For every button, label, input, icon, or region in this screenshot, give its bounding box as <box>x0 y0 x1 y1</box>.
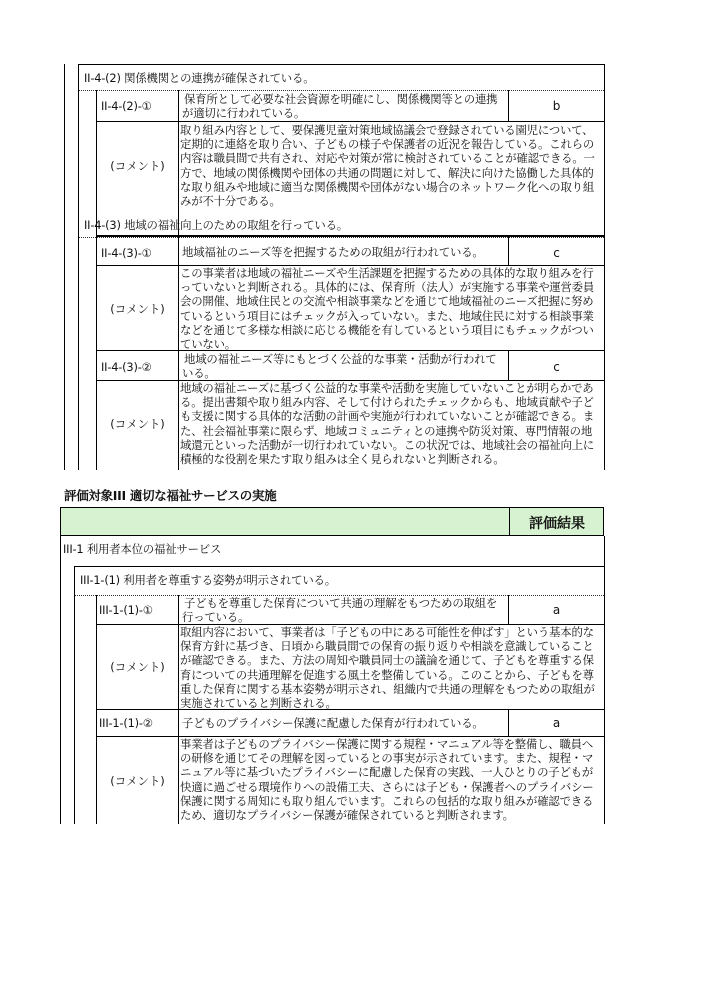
section-heading-iii-1-1: III-1-(1) 利用者を尊重する姿勢が明示されている。 <box>80 573 336 587</box>
result-header-label: 評価結果 <box>529 516 585 532</box>
comment-text: この事業者は地域の福祉ニーズや生活課題を把握するための具体的な取り組みを行っていないと判断される。具体的には、保育所（法人）が実施する事業や運営委員会の開催、地域住民との交流や相談事業などを通じて地域福祉のニーズ把握に努めているという項目にはチェックが入っていない。また、地域住民に対する相談事業などを通じて多様な相談に応じる機能を有しているという項目にもチェックがついていない。 <box>180 266 595 352</box>
evaluation-result: a <box>552 603 561 617</box>
comment-text: 取り組み内容として、要保護児童対策地域協議会で登録されている園児について、定期的に連絡を取り合い、子どもの様子や保護者の近況を報告している。これらの内容は職員間で共有され、対応や対策が常に検討されていることが確認できる。一方で、地域の関係機関や団体の共通の問題に対して、解決に向けた協働した具体的な取り組みや地域に適当な関係機関や団体がない場合のネットワーク化への取り組みが不十分である。 <box>180 123 595 209</box>
category-heading: III-1 利用者本位の福祉サービス <box>63 542 222 556</box>
section-title: 評価対象III 適切な福祉サービスの実施 <box>64 488 277 503</box>
item-text: 子どもを尊重した保育について共通の理解をもつための取組を行っている。 <box>182 596 498 625</box>
item-code: II-4-(3)-② <box>101 360 152 374</box>
item-code: II-4-(3)-① <box>101 246 152 260</box>
item-code: II-4-(2)-① <box>101 99 152 113</box>
item-text: 保育所として必要な社会資源を明確にし、関係機関等との連携が適切に行われている。 <box>182 92 498 121</box>
section-heading-ii-4-2: II-4-(2) 関係機関との連携が確保されている。 <box>84 71 315 85</box>
evaluation-result: c <box>553 360 560 374</box>
comment-label: (コメント) <box>110 159 165 173</box>
comment-text: 取組内容において、事業者は「子どもの中にある可能性を伸ばす」という基本的な保育方針に基づき、日頃から職員間での保育の振り返りや相談を意識していることが確認できる。また、方法の周知や職員同士の議論を通じて、子どもを尊重する保育についての共通理解を促進する風土を整備している。このことから、子どもを尊重した保育に関する基本姿勢が明示され、組織内で共通の理解をもつための取組が実施されていると判断される。 <box>180 625 595 711</box>
section-heading-ii-4-3: II-4-(3) 地域の福祉向上のための取組を行っている。 <box>84 218 348 232</box>
item-code: III-1-(1)-② <box>99 716 153 730</box>
item-text: 地域福祉のニーズ等を把握するための取組が行われている。 <box>182 245 484 259</box>
item-text: 子どものプライバシー保護に配慮した保育が行われている。 <box>182 716 484 730</box>
comment-text: 地域の福祉ニーズに基づく公益的な事業や活動を実施していないことが明らかである。提出書類や取り組み内容、そして付けられたチェックからも、地域貢献や子ども支援に関する具体的な活動の計画や実施が行われていないことが確認できる。また、社会福祉事業に限らず、地域コミュニティとの連携や防災対策、専門情報の地域還元といった活動が一切行われていない。この状況では、地域社会の福祉向上に積極的な役割を果たす取り組みは全く見られないと判断される。 <box>180 381 595 467</box>
item-code: III-1-(1)-① <box>99 603 153 617</box>
comment-label: (コメント) <box>110 302 165 316</box>
evaluation-result: b <box>552 99 561 113</box>
evaluation-result: a <box>552 716 561 730</box>
comment-text: 事業者は子どものプライバシー保護に関する規程・マニュアル等を整備し、職員への研修を通じてその理解を図っているとの事実が示されています。また、規程・マニュアル等に基づいたプライバシーに配慮した保育の実践、一人ひとりの子どもが快適に過ごせる環境作りへの設備工夫、さらには子ども・保護者へのプライバシー保護に関する周知にも取り組んでいます。これらの包括的な取り組みが確認できるため、適切なプライバシー保護が確保されていると判断されます。 <box>180 737 594 823</box>
item-text: 地域の福祉ニーズ等にもとづく公益的な事業・活動が行われている。 <box>182 352 497 381</box>
evaluation-result: c <box>553 246 560 260</box>
comment-label: (コメント) <box>110 774 165 788</box>
comment-label: (コメント) <box>110 660 165 674</box>
comment-label: (コメント) <box>110 417 165 431</box>
